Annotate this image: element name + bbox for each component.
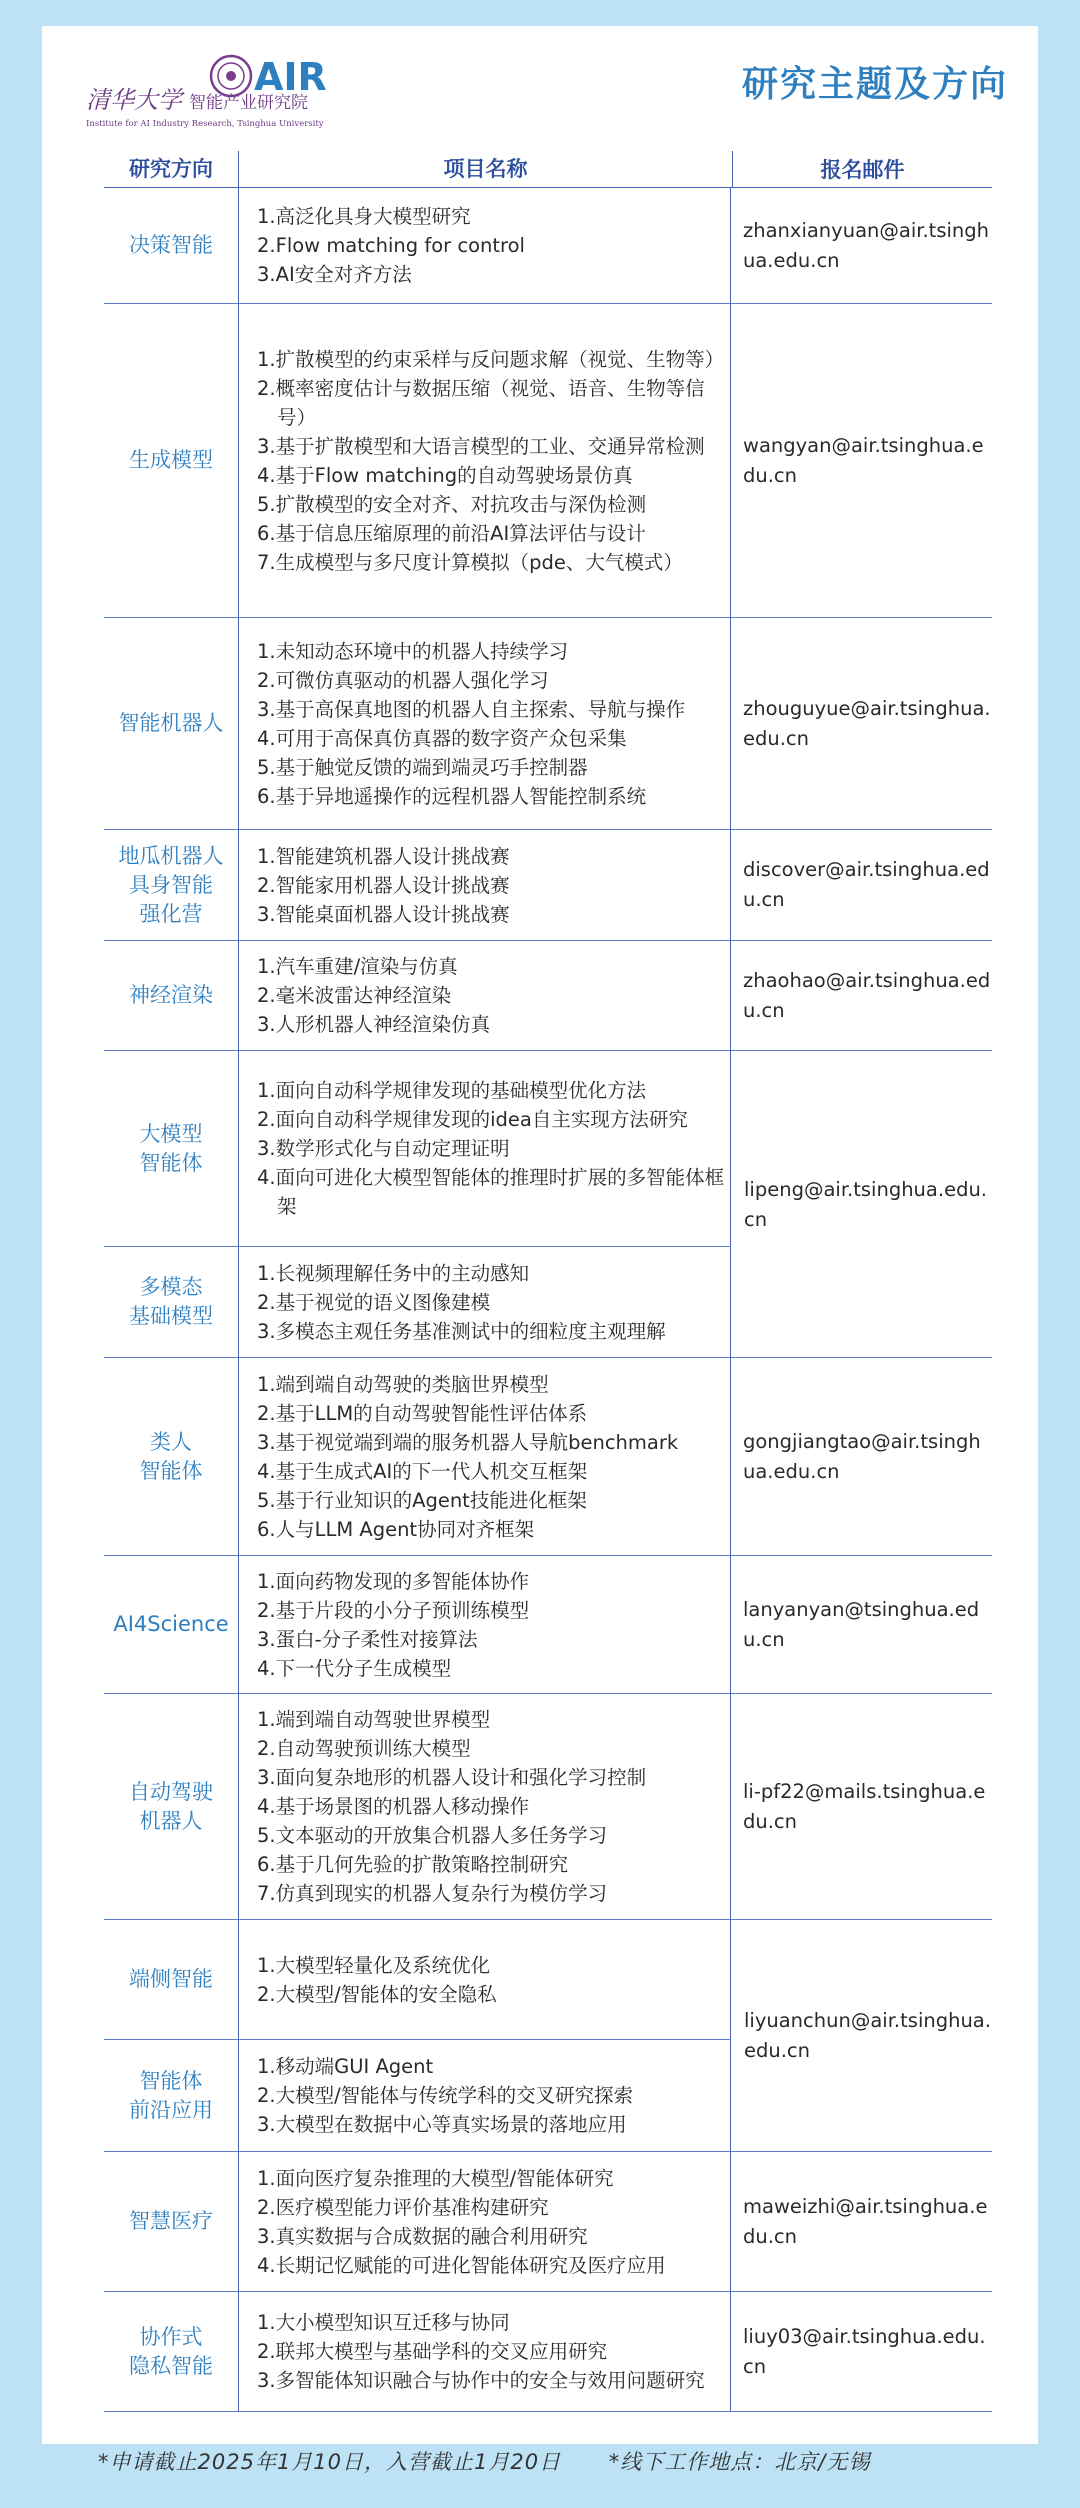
direction-label xyxy=(129,1778,213,1836)
project-item: 2.基于LLM的自动驾驶智能性评估体系 xyxy=(257,1401,588,1425)
email-link[interactable]: zhaohao@air.tsinghua.edu.cn xyxy=(743,968,991,1022)
project-item: 2.面向自动科学规律发现的idea自主实现方法研究 xyxy=(257,1108,688,1131)
project-list xyxy=(257,842,510,929)
project-item: 4.下一代分子生成模型 xyxy=(257,1656,452,1680)
project-item: 3.基于高保真地图的机器人自主探索、导航与操作 xyxy=(257,697,686,721)
project-item: 3.蛋白-分子柔性对接算法 xyxy=(257,1627,478,1651)
direction-label xyxy=(140,1428,203,1486)
project-item: 1.大模型轻量化及系统优化 xyxy=(257,1953,491,1977)
email-cell xyxy=(731,188,992,304)
logo-air-text: AIR xyxy=(254,55,327,99)
project-item: 5.文本驱动的开放集合机器人多任务学习 xyxy=(257,1824,608,1847)
project-item: 3.基于扩散模型和大语言模型的工业、交通异常检测 xyxy=(257,434,705,458)
email-cell xyxy=(731,1358,992,1556)
email-link[interactable]: li-pf22@mails.tsinghua.edu.cn xyxy=(743,1779,986,1833)
project-item: 1.未知动态环境中的机器人持续学习 xyxy=(257,639,569,663)
email-cell-merged xyxy=(732,1920,992,2152)
direction-line: 具身智能 xyxy=(129,872,213,897)
project-item: 4.长期记忆赋能的可进化智能体研究及医疗应用 xyxy=(257,2253,666,2277)
project-item: 5.扩散模型的安全对齐、对抗攻击与深伪检测 xyxy=(257,492,647,516)
direction-cell xyxy=(104,830,238,941)
direction-line: 机器人 xyxy=(139,1808,203,1833)
project-item: 1.端到端自动驾驶的类脑世界模型 xyxy=(257,1372,549,1396)
email-cell xyxy=(731,304,992,618)
email-link[interactable]: discover@air.tsinghua.edu.cn xyxy=(743,858,990,911)
direction-cell: 决策智能 xyxy=(104,188,238,304)
direction-label xyxy=(119,842,224,929)
project-item: 1.端到端自动驾驶世界模型 xyxy=(257,1708,491,1731)
direction-line: 地瓜机器人 xyxy=(118,843,224,868)
project-item: 3.大模型在数据中心等真实场景的落地应用 xyxy=(257,2113,627,2136)
project-item: 2.联邦大模型与基础学科的交叉应用研究 xyxy=(257,2340,608,2363)
project-cell xyxy=(238,2152,731,2292)
email-link[interactable]: lanyanyan@tsinghua.edu.cn xyxy=(743,1597,980,1651)
direction-line: 多模态 xyxy=(139,1275,203,1299)
email-link[interactable]: gongjiangtao@air.tsinghua.edu.cn xyxy=(743,1429,981,1483)
table-row xyxy=(104,1694,992,1920)
direction-cell xyxy=(104,2040,238,2152)
project-cell xyxy=(238,1920,731,2040)
project-item: 4.基于Flow matching的自动驾驶场景仿真 xyxy=(257,463,633,487)
project-item: 7.仿真到现实的机器人复杂行为模仿学习 xyxy=(257,1882,608,1905)
direction-cell xyxy=(104,2292,238,2412)
topics-table xyxy=(104,151,992,2412)
table-body xyxy=(104,188,992,2412)
direction-label xyxy=(140,1120,203,1178)
project-item: 2.自动驾驶预训练大模型 xyxy=(257,1737,471,1760)
project-item: 5.基于触觉反馈的端到端灵巧手控制器 xyxy=(257,755,588,779)
email-cell xyxy=(731,1694,992,1920)
project-list xyxy=(257,637,685,811)
project-item: 6.人与LLM Agent协同对齐框架 xyxy=(257,1517,535,1541)
table-row xyxy=(104,618,992,830)
project-item: 3.基于视觉端到端的服务机器人导航benchmark xyxy=(257,1430,679,1454)
project-item: 1.扩散模型的约束采样与反问题求解（视觉、生物等） xyxy=(257,347,725,371)
project-item: 4.可用于高保真仿真器的数字资产众包采集 xyxy=(257,726,627,750)
project-cell xyxy=(238,2040,731,2152)
project-item: 4.基于场景图的机器人移动操作 xyxy=(257,1795,530,1818)
project-item: 1.长视频理解任务中的主动感知 xyxy=(257,1261,530,1285)
header-email: 报名邮件 xyxy=(820,158,905,182)
project-list xyxy=(257,1951,497,2009)
email-link[interactable]: wangyan@air.tsinghua.edu.cn xyxy=(743,433,984,487)
direction-label xyxy=(129,1273,213,1331)
logo-cn-text: 清华大学 xyxy=(86,86,182,114)
email-cell xyxy=(731,1556,992,1694)
project-item: 3.人形机器人神经渲染仿真 xyxy=(257,1013,491,1036)
project-item: 1.大小模型知识互迁移与协同 xyxy=(257,2311,510,2334)
direction-line: 隐私智能 xyxy=(129,2353,213,2378)
project-item: 6.基于信息压缩原理的前沿AI算法评估与设计 xyxy=(257,521,646,545)
direction-cell xyxy=(104,1358,238,1556)
direction-cell xyxy=(104,1694,238,1920)
direction-line: 智能体 xyxy=(139,1458,203,1483)
project-cell xyxy=(238,304,731,618)
direction-cell: 端侧智能 xyxy=(104,1920,238,2040)
project-item: 3.真实数据与合成数据的融合利用研究 xyxy=(257,2224,588,2248)
table-row xyxy=(104,2292,992,2412)
email-link[interactable]: liuy03@air.tsinghua.edu.cn xyxy=(743,2324,986,2378)
project-item: 3.智能桌面机器人设计挑战赛 xyxy=(257,902,510,926)
project-item: 1.智能建筑机器人设计挑战赛 xyxy=(257,844,510,868)
direction-line: 智能体 xyxy=(139,2068,203,2093)
project-item: 1.面向医疗复杂推理的大模型/智能体研究 xyxy=(257,2166,614,2190)
email-cell xyxy=(731,2292,992,2412)
direction-line: 类人 xyxy=(150,1429,192,1454)
header-project: 项目名称 xyxy=(239,151,733,187)
table-row xyxy=(104,1556,992,1694)
project-item: 2.Flow matching for control xyxy=(257,234,525,257)
logo-en-text: Institute for AI Industry Research, Tsinghua University xyxy=(86,119,324,129)
project-list xyxy=(257,202,525,289)
project-item: 2.基于片段的小分子预训练模型 xyxy=(257,1598,530,1622)
project-list xyxy=(257,2164,666,2280)
project-cell xyxy=(238,941,731,1051)
project-item: 3.AI安全对齐方法 xyxy=(257,263,412,286)
direction-line: 强化营 xyxy=(139,901,203,926)
direction-line: 协作式 xyxy=(139,2324,203,2349)
table-row xyxy=(104,941,992,1051)
project-list xyxy=(257,1259,666,1346)
direction-cell: 智慧医疗 xyxy=(104,2152,238,2292)
page-title: 研究主题及方向 xyxy=(741,64,1008,105)
project-item: 2.智能家用机器人设计挑战赛 xyxy=(257,873,510,897)
project-item: 2.大模型/智能体的安全隐私 xyxy=(257,1982,497,2006)
project-cell xyxy=(238,830,731,941)
project-cell xyxy=(238,188,731,304)
direction-cell: AI4Science xyxy=(104,1556,238,1694)
air-logo xyxy=(86,40,366,140)
email-cell xyxy=(731,830,992,941)
project-list xyxy=(257,1076,730,1221)
email-cell xyxy=(731,941,992,1051)
table-header xyxy=(104,151,992,188)
project-item: 1.汽车重建/渲染与仿真 xyxy=(257,955,458,978)
email-link[interactable]: maweizhi@air.tsinghua.edu.cn xyxy=(743,2194,988,2248)
project-item: 3.多模态主观任务基准测试中的细粒度主观理解 xyxy=(257,1319,666,1343)
project-item: 6.基于几何先验的扩散策略控制研究 xyxy=(257,1853,569,1876)
project-item: 3.数学形式化与自动定理证明 xyxy=(257,1137,510,1160)
project-item: 2.概率密度估计与数据压缩（视觉、语音、生物等信号） xyxy=(257,376,705,429)
direction-line: 自动驾驶 xyxy=(129,1779,213,1804)
direction-line: 大模型 xyxy=(139,1121,203,1146)
direction-cell xyxy=(104,1051,238,1247)
table-row xyxy=(104,304,992,618)
table-row xyxy=(104,1358,992,1556)
email-link[interactable]: lipeng@air.tsinghua.edu.cn xyxy=(744,1177,987,1231)
project-list xyxy=(257,2308,705,2395)
project-item: 3.面向复杂地形的机器人设计和强化学习控制 xyxy=(257,1766,647,1789)
project-item: 4.面向可进化大模型智能体的推理时扩展的多智能体框架 xyxy=(257,1166,725,1218)
direction-cell: 神经渲染 xyxy=(104,941,238,1051)
email-cell-merged xyxy=(732,1051,992,1358)
direction-cell: 生成模型 xyxy=(104,304,238,618)
direction-cell: 智能机器人 xyxy=(104,618,238,830)
footer-note xyxy=(98,2446,910,2476)
project-list xyxy=(257,952,490,1039)
project-item: 1.移动端GUI Agent xyxy=(257,2055,434,2078)
project-item: 1.面向药物发现的多智能体协作 xyxy=(257,1569,530,1593)
project-list xyxy=(257,1705,646,1908)
project-list xyxy=(257,345,730,577)
direction-cell xyxy=(104,1247,238,1358)
project-cell xyxy=(238,1358,731,1556)
project-item: 5.基于行业知识的Agent技能进化框架 xyxy=(257,1488,587,1512)
project-item: 1.高泛化具身大模型研究 xyxy=(257,205,471,228)
project-list xyxy=(257,2052,633,2139)
project-cell xyxy=(238,618,731,830)
direction-label xyxy=(129,2323,213,2381)
project-item: 2.大模型/智能体与传统学科的交叉研究探索 xyxy=(257,2084,634,2107)
project-cell xyxy=(238,1247,731,1358)
project-item: 3.多智能体知识融合与协作中的安全与效用问题研究 xyxy=(257,2369,705,2392)
project-cell xyxy=(238,1694,731,1920)
project-cell xyxy=(238,1556,731,1694)
direction-label xyxy=(129,2067,213,2125)
project-item: 2.医疗模型能力评价基准构建研究 xyxy=(257,2195,549,2219)
direction-line: 前沿应用 xyxy=(129,2097,213,2122)
direction-line: 智能体 xyxy=(139,1150,203,1175)
logo-name-text: 智能产业研究院 xyxy=(189,93,308,113)
project-item: 6.基于异地遥操作的远程机器人智能控制系统 xyxy=(257,784,647,808)
tsinghua-air-logo-icon xyxy=(86,40,366,140)
table-row xyxy=(104,830,992,941)
email-link[interactable]: zhanxianyuan@air.tsinghua.edu.cn xyxy=(743,218,989,272)
email-link[interactable]: zhouguyue@air.tsinghua.edu.cn xyxy=(743,696,991,750)
table-row xyxy=(104,2152,992,2292)
email-link[interactable]: liyuanchun@air.tsinghua.edu.cn xyxy=(744,2009,991,2062)
project-item: 2.基于视觉的语义图像建模 xyxy=(257,1290,491,1314)
table-row xyxy=(104,188,992,304)
poster-card xyxy=(42,26,1038,2474)
email-cell xyxy=(731,618,992,830)
project-list xyxy=(257,1370,678,1544)
project-cell xyxy=(238,1051,731,1247)
project-item: 2.可微仿真驱动的机器人强化学习 xyxy=(257,668,549,692)
email-cell xyxy=(731,2152,992,2292)
project-list xyxy=(257,1567,529,1683)
deadline-note: *申请截止2025年1月10日，入营截止1月20日 xyxy=(98,2450,562,2474)
project-item: 1.面向自动科学规律发现的基础模型优化方法 xyxy=(257,1079,647,1102)
location-note: *线下工作地点：北京/无锡 xyxy=(608,2450,871,2474)
direction-line: 基础模型 xyxy=(129,1304,213,1328)
project-item: 4.基于生成式AI的下一代人机交互框架 xyxy=(257,1459,588,1483)
header-direction: 研究方向 xyxy=(104,151,239,187)
project-item: 2.毫米波雷达神经渲染 xyxy=(257,984,452,1007)
project-item: 7.生成模型与多尺度计算模拟（pde、大气模式） xyxy=(257,550,683,574)
project-cell xyxy=(238,2292,731,2412)
